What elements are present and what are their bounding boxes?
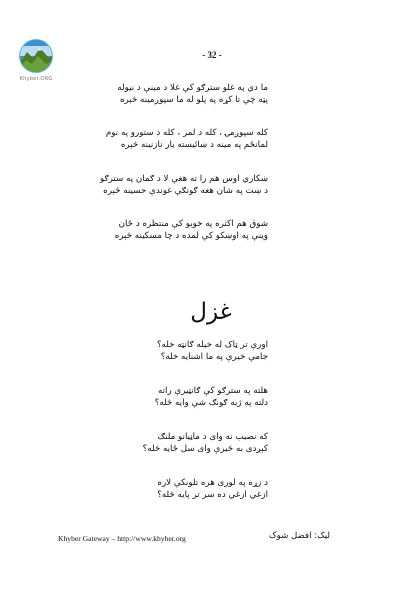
poem-line: د ښت په شان هغه ګونګې غوندې حسينه څېره <box>103 186 268 196</box>
page-number: - 32 - <box>202 50 222 60</box>
poem-line: اورې تر ټاک له خيله ګانټه خله؟ <box>156 340 268 350</box>
logo-text: Khyber.ORG <box>19 76 53 82</box>
poem-line: پټه چې تا کړه په پلو له ما سپوږمينه څېره <box>119 95 268 105</box>
poem-line: کله سپوږمۍ ، کله د لمر ، کله د ستورو په نوم <box>105 128 268 138</box>
poem-line: لمانځم په مينه د ښائيسته يار نازنينه څېره <box>120 140 268 150</box>
poem-line: ازغي ازغي ده سر تر پايه څله؟ <box>157 490 268 500</box>
poem-line: ما دي په غلو سترګو کې غلا د مينې د نيوله <box>117 83 268 93</box>
mountain-globe-icon <box>18 38 54 74</box>
site-logo <box>15 38 57 96</box>
poem-line: ښکاري اوس هم را ته هغې لا د ګمان په سترګو <box>99 174 268 184</box>
poem-line: هلته په سترګو کې ګانټيرې راته <box>157 386 268 396</box>
footer-right: ليک: افضل شوک <box>268 531 330 541</box>
poem-line: دلته په ژبه ګونګ شې وايه څله؟ <box>154 398 268 408</box>
poem-line: جامې خيرې په ما اشنايه خله؟ <box>160 352 268 362</box>
poem-line: که نصيب نه وای د ماڼيانو ملنګ <box>157 432 268 442</box>
poem-line: د زړه په لوری هره تلونکې لاره <box>157 478 268 488</box>
poem-line: شوق هم اکثره په خوبو کې منتظره د ځان <box>118 219 268 229</box>
poem-line: وينې په اوښکو کې لمده د چا مسکينه څېره <box>114 231 268 241</box>
poem-line: کېږدی به څيرې وای سل ځايه څله؟ <box>142 444 268 454</box>
footer-left: Khyber Gateway – http://www.khyber.org <box>58 534 186 543</box>
poem-heading: غزل <box>190 299 232 325</box>
